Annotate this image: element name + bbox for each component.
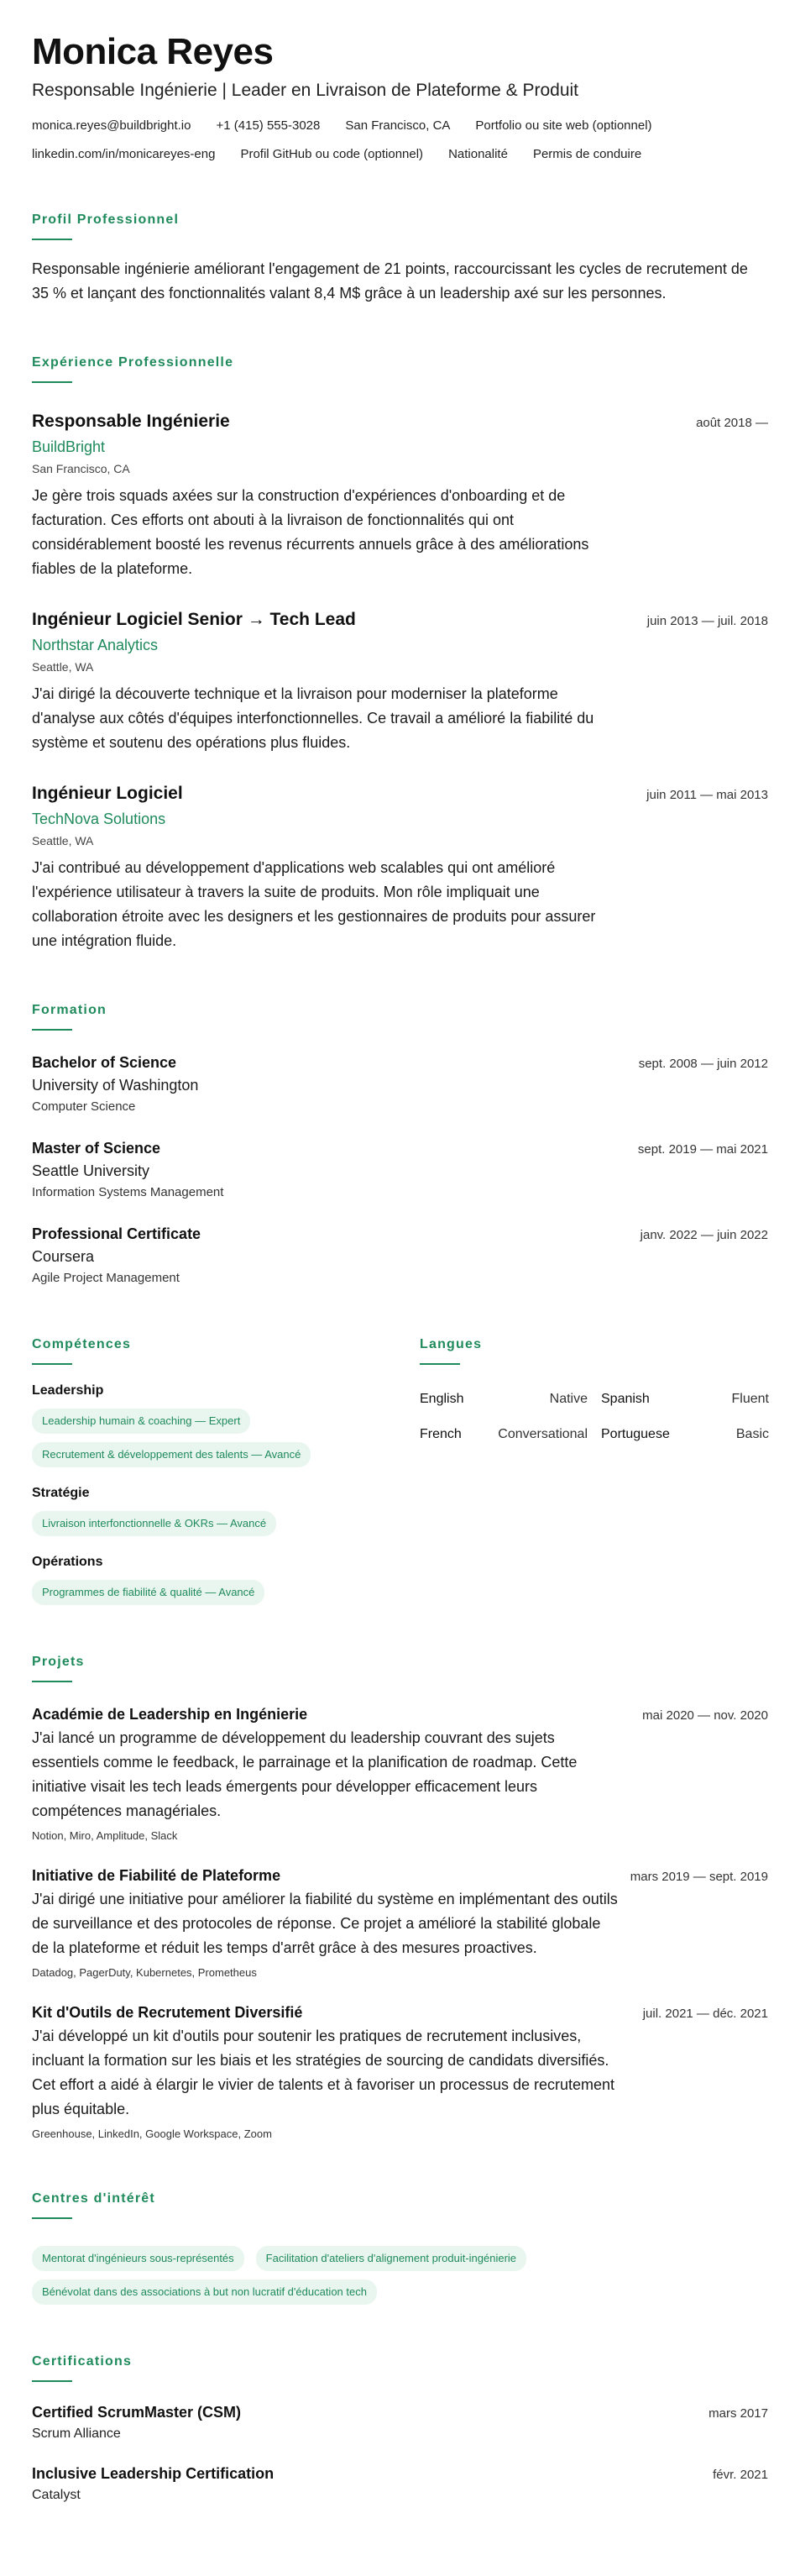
project-tech: Notion, Miro, Amplitude, Slack	[32, 1829, 178, 1842]
skill-chip: Leadership humain & coaching — Expert	[32, 1409, 250, 1434]
language-item	[420, 1425, 588, 1444]
skill-group-name: Opérations	[32, 1555, 103, 1569]
project-item	[32, 1704, 768, 1844]
section-title: Formation	[32, 1003, 107, 1017]
contact-driving-license: Permis de conduire	[532, 147, 642, 161]
section-divider	[32, 381, 72, 383]
skills-section	[32, 1336, 420, 1605]
contact-github[interactable]: Profil GitHub ou code (optionnel)	[240, 147, 424, 161]
languages-section	[420, 1336, 768, 1605]
project-tech: Datadog, PagerDuty, Kubernetes, Prometheus	[32, 1966, 257, 1979]
project-dates: mai 2020 — nov. 2020	[642, 1708, 768, 1723]
section-divider	[32, 239, 72, 240]
contact-location: San Francisco, CA	[345, 118, 451, 133]
language-name: English	[420, 1392, 464, 1406]
skill-group	[32, 1382, 420, 1467]
language-level: Fluent	[731, 1392, 769, 1406]
certification-issuer: Catalyst	[32, 2488, 81, 2502]
education-degree: Master of Science	[32, 1140, 161, 1157]
language-level: Conversational	[498, 1427, 588, 1441]
project-item	[32, 2002, 768, 2142]
interest-chip: Mentorat d'ingénieurs sous-représentés	[32, 2246, 244, 2271]
contact-phone[interactable]: +1 (415) 555-3028	[216, 118, 321, 133]
experience-item	[32, 608, 768, 755]
project-dates: juil. 2021 — déc. 2021	[642, 2007, 768, 2021]
certification-name: Inclusive Leadership Certification	[32, 2465, 275, 2482]
certification-name: Certified ScrumMaster (CSM)	[32, 2404, 242, 2421]
language-item	[601, 1390, 769, 1409]
contact-linkedin[interactable]: linkedin.com/in/monicareyes-eng	[32, 147, 216, 161]
job-dates: août 2018 —	[696, 416, 768, 430]
interests-section	[32, 2190, 768, 2305]
candidate-headline: Responsable Ingénierie | Leader en Livraison de Plateforme & Produit	[32, 81, 579, 100]
job-title: Ingénieur Logiciel Senior → Tech Lead	[32, 610, 356, 629]
section-title: Expérience Professionnelle	[32, 355, 234, 370]
project-description: J'ai dirigé une initiative pour améliorer la fiabilité du système en implémentant des outils de surveillance et des protocoles de réponse. Ce projet a amélioré la stabilité globale de la plateforme et réduit les temps d'arrêt grâce à des mesures proactives.	[32, 1891, 618, 1956]
education-dates: sept. 2019 — mai 2021	[637, 1142, 768, 1157]
education-school: Coursera	[32, 1248, 95, 1265]
job-company: Northstar Analytics	[32, 637, 159, 653]
contact-portfolio[interactable]: Portfolio ou site web (optionnel)	[475, 118, 652, 133]
education-degree: Bachelor of Science	[32, 1054, 177, 1071]
interest-chip: Facilitation d'ateliers d'alignement produit-ingénierie	[256, 2246, 526, 2271]
experience-section	[32, 354, 768, 953]
section-divider	[32, 1681, 72, 1682]
resume-header	[32, 30, 768, 163]
section-divider	[32, 2380, 72, 2382]
experience-item	[32, 782, 768, 953]
section-title: Langues	[420, 1337, 483, 1351]
language-level: Native	[549, 1392, 588, 1406]
skill-group	[32, 1484, 420, 1536]
job-company: BuildBright	[32, 438, 106, 455]
education-item	[32, 1224, 768, 1288]
job-dates: juin 2011 — mai 2013	[646, 788, 768, 802]
education-school: University of Washington	[32, 1077, 199, 1094]
education-dates: sept. 2008 — juin 2012	[638, 1057, 768, 1071]
education-field: Information Systems Management	[32, 1185, 224, 1199]
language-name: Portuguese	[601, 1427, 670, 1441]
project-item	[32, 1865, 768, 1981]
job-company: TechNova Solutions	[32, 811, 166, 827]
skill-group-name: Leadership	[32, 1383, 104, 1398]
job-title: Responsable Ingénierie	[32, 412, 230, 431]
projects-section	[32, 1654, 768, 2142]
language-item	[420, 1390, 588, 1409]
section-divider	[32, 1363, 72, 1365]
education-field: Agile Project Management	[32, 1271, 180, 1285]
education-dates: janv. 2022 — juin 2022	[640, 1228, 768, 1242]
skill-group	[32, 1553, 420, 1605]
certification-item	[32, 2463, 768, 2505]
job-description: Je gère trois squads axées sur la construction d'expériences d'onboarding et de facturation. Ces efforts ont abouti à la livraison de fonctionnalités qui ont considérablement boosté les revenus récurrents annuels grâce à des améliorations fiables de la plateforme.	[32, 487, 589, 577]
education-section	[32, 1002, 768, 1288]
section-title: Profil Professionnel	[32, 212, 180, 227]
skills-languages-row	[32, 1336, 768, 1605]
education-field: Computer Science	[32, 1099, 136, 1114]
skill-chip: Recrutement & développement des talents — Avancé	[32, 1442, 311, 1467]
section-divider	[32, 1029, 72, 1031]
profile-section	[32, 212, 768, 306]
education-item	[32, 1052, 768, 1116]
certification-item	[32, 2402, 768, 2443]
contact-nationality: Nationalité	[448, 147, 508, 161]
job-location: Seattle, WA	[32, 660, 94, 674]
project-dates: mars 2019 — sept. 2019	[630, 1870, 768, 1884]
section-divider	[420, 1363, 460, 1365]
job-location: San Francisco, CA	[32, 462, 130, 475]
job-dates: juin 2013 — juil. 2018	[646, 614, 768, 628]
section-title: Certifications	[32, 2354, 133, 2369]
job-location: Seattle, WA	[32, 834, 94, 847]
language-name: French	[420, 1427, 462, 1441]
certification-issuer: Scrum Alliance	[32, 2426, 121, 2441]
education-school: Seattle University	[32, 1162, 150, 1179]
language-name: Spanish	[601, 1392, 650, 1406]
interest-chip: Bénévolat dans des associations à but non lucratif d'éducation tech	[32, 2280, 377, 2305]
certification-date: mars 2017	[708, 2406, 768, 2421]
languages-grid	[420, 1390, 768, 1444]
section-divider	[32, 2217, 72, 2219]
education-item	[32, 1138, 768, 1202]
project-description: J'ai lancé un programme de développement du leadership couvrant des sujets essentiels comme le feedback, le parrainage et la planification de roadmap. Cette initiative visait les tech leads émergents pour développer efficacement leurs compétences managériales.	[32, 1729, 578, 1819]
profile-summary: Responsable ingénierie améliorant l'engagement de 21 points, raccourcissant les cycles de recrutement de 35 % et lançant des fonctionnalités valant 8,4 M$ grâce à un leadership axé sur les personnes.	[32, 260, 748, 302]
certifications-section	[32, 2353, 768, 2505]
language-level: Basic	[735, 1427, 769, 1441]
candidate-name: Monica Reyes	[32, 31, 274, 72]
contact-list	[32, 118, 768, 163]
section-title: Centres d'intérêt	[32, 2191, 155, 2206]
section-title: Projets	[32, 1655, 85, 1669]
project-title: Kit d'Outils de Recrutement Diversifié	[32, 2004, 303, 2021]
job-description: J'ai contribué au développement d'applications web scalables qui ont amélioré l'expérience utilisateur à travers la suite de produits. Mon rôle impliquait une collaboration étroite avec les designers et les gestionnaires de produits pour assurer une intégration fluide.	[32, 859, 596, 949]
project-description: J'ai développé un kit d'outils pour soutenir les pratiques de recrutement inclusives, incluant la formation sur les biais et les stratégies de sourcing de candidats diversifiés. Cet effort a aidé à élargir le vivier de talents et à favoriser un processus de recrutement plus équitable.	[32, 2028, 615, 2117]
experience-item	[32, 410, 768, 581]
education-degree: Professional Certificate	[32, 1225, 201, 1242]
interest-list	[32, 2238, 670, 2305]
skill-chip: Programmes de fiabilité & qualité — Avancé	[32, 1580, 264, 1605]
project-title: Académie de Leadership en Ingénierie	[32, 1706, 308, 1723]
job-description: J'ai dirigé la découverte technique et la livraison pour moderniser la plateforme d'analyse aux côtés d'équipes interfonctionnelles. Ce travail a amélioré la fiabilité du système et soutenu des opérations plus fluides.	[32, 685, 594, 751]
certification-date: févr. 2021	[713, 2468, 768, 2482]
contact-email[interactable]: monica.reyes@buildbright.io	[32, 118, 191, 133]
skill-chip: Livraison interfonctionnelle & OKRs — Avancé	[32, 1511, 276, 1536]
job-title: Ingénieur Logiciel	[32, 784, 183, 803]
skill-group-name: Stratégie	[32, 1486, 90, 1500]
project-tech: Greenhouse, LinkedIn, Google Workspace, Zoom	[32, 2127, 272, 2140]
section-title: Compétences	[32, 1337, 132, 1351]
project-title: Initiative de Fiabilité de Plateforme	[32, 1867, 281, 1884]
language-item	[601, 1425, 769, 1444]
